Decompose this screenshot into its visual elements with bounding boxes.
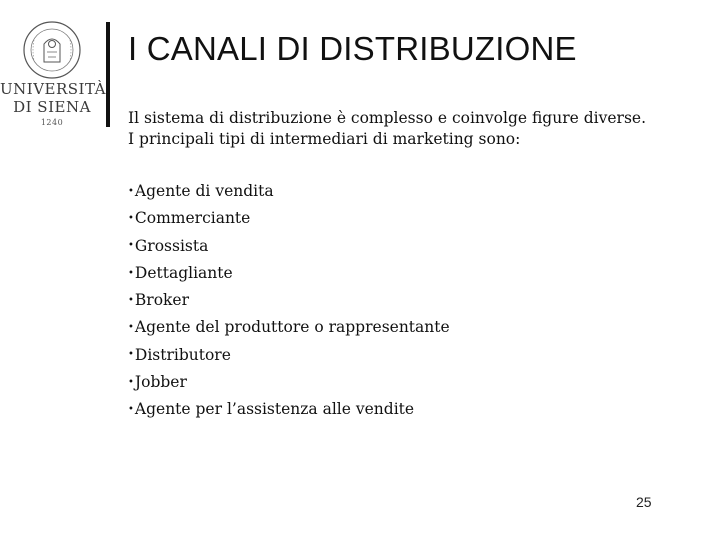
intro-line-2: I principali tipi di intermediari di marketing sono: bbox=[128, 130, 521, 148]
list-item bbox=[128, 396, 450, 423]
list-item bbox=[128, 178, 450, 205]
list-item-label: Broker bbox=[134, 291, 190, 309]
intro-line-1: Il sistema di distribuzione è complesso e coinvolge figure diverse. bbox=[128, 109, 646, 127]
university-seal-icon bbox=[22, 20, 82, 80]
list-item-label: Commerciante bbox=[134, 209, 251, 228]
list-item-label: Dettagliante bbox=[134, 263, 233, 282]
logo-university-text: UNIVERSITÀ bbox=[0, 80, 106, 98]
page-number: 25 bbox=[636, 494, 652, 510]
intro-paragraph bbox=[128, 108, 708, 150]
bullet-icon: • bbox=[128, 349, 134, 361]
list-item-label: Agente per l’assistenza alle vendite bbox=[134, 400, 415, 418]
list-item-label: Jobber bbox=[134, 372, 187, 391]
list-item bbox=[128, 369, 450, 396]
list-item bbox=[128, 314, 450, 341]
logo-siena-text: DI SIENA bbox=[13, 98, 91, 116]
list-item-label: Agente di vendita bbox=[134, 182, 274, 200]
list-item-label: Grossista bbox=[134, 236, 209, 255]
list-item-label: Distributore bbox=[134, 345, 231, 364]
bullet-icon: • bbox=[128, 267, 134, 279]
bullet-icon: • bbox=[128, 403, 134, 415]
bullet-icon: • bbox=[128, 322, 134, 333]
intermediaries-list bbox=[128, 178, 450, 423]
bullet-icon: • bbox=[128, 185, 134, 197]
logo-year-text: 1240 bbox=[40, 118, 64, 127]
title-divider-bar bbox=[106, 22, 110, 127]
bullet-icon: • bbox=[128, 240, 134, 252]
list-item bbox=[128, 233, 450, 260]
slide-title: I CANALI DI DISTRIBUZIONE bbox=[128, 30, 577, 67]
bullet-icon: • bbox=[128, 213, 134, 224]
list-item-label: Agente del produttore o rappresentante bbox=[134, 318, 450, 337]
bullet-icon: • bbox=[128, 294, 134, 306]
university-logo bbox=[0, 12, 104, 128]
bullet-icon: • bbox=[128, 376, 134, 388]
list-item bbox=[128, 342, 450, 369]
list-item bbox=[128, 287, 450, 314]
list-item bbox=[128, 260, 450, 287]
list-item bbox=[128, 205, 450, 232]
